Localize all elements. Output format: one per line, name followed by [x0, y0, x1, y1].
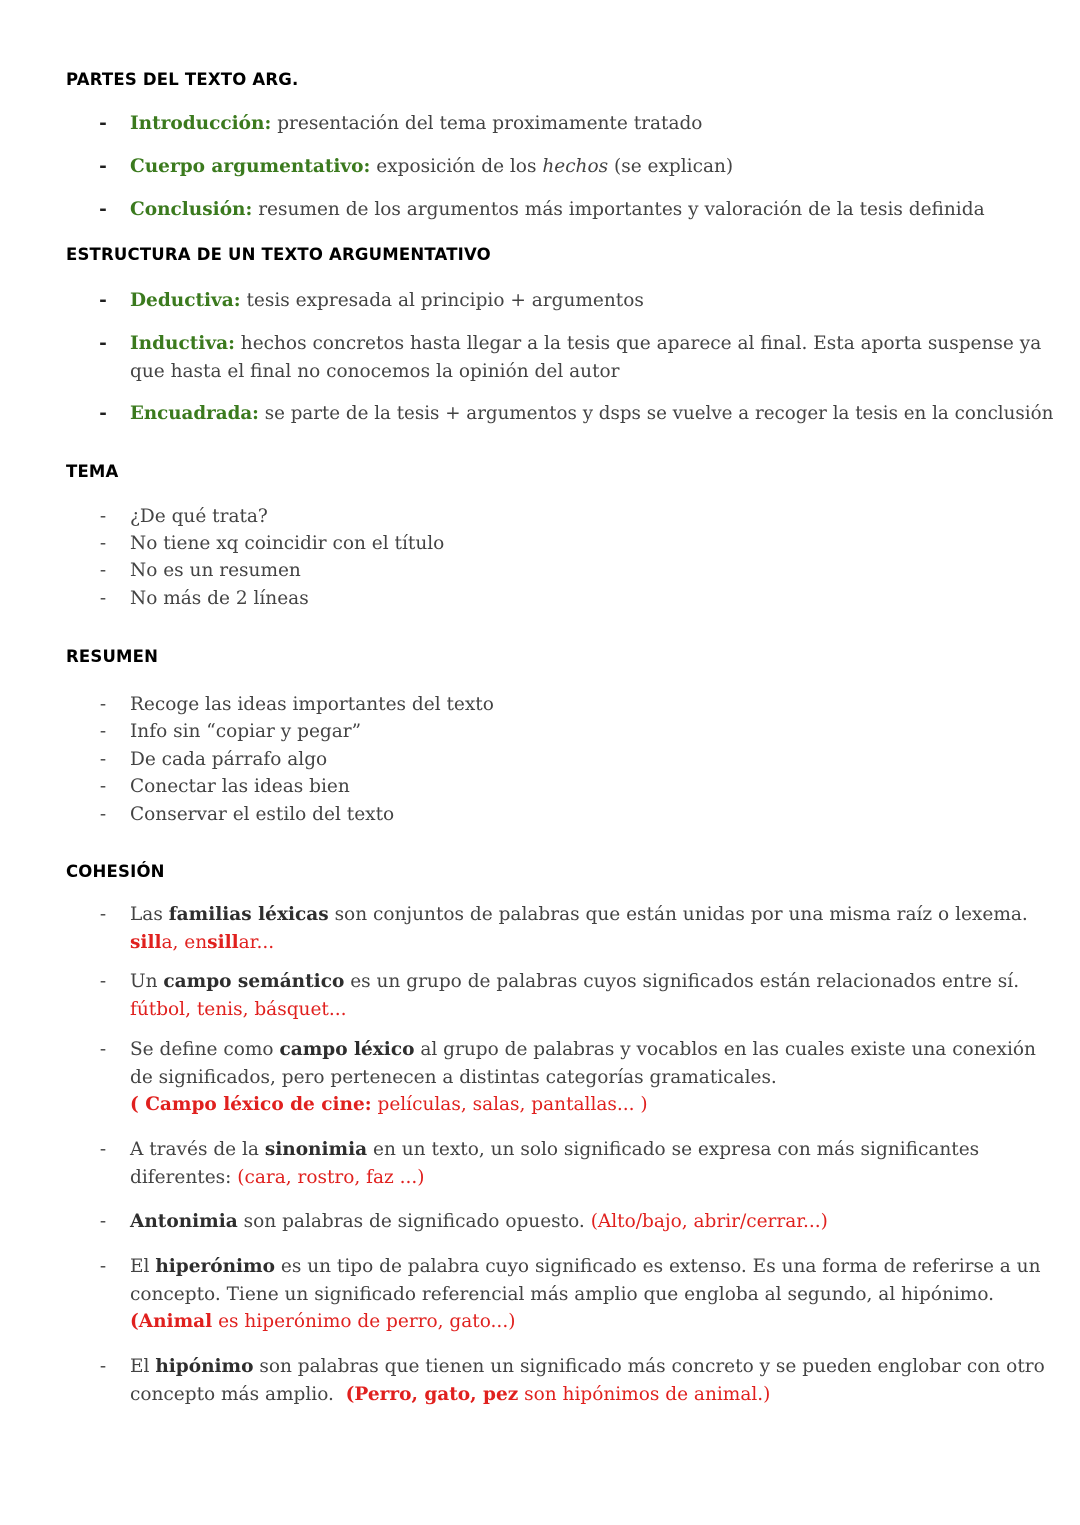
heading-cohesion: COHESIÓN	[66, 862, 165, 881]
heading-estructura: ESTRUCTURA DE UN TEXTO ARGUMENTATIVO	[66, 245, 491, 264]
list-item-tema: - No es un resumen	[130, 557, 1030, 585]
bullet-dash: -	[99, 506, 107, 527]
bullet-dash: -	[99, 560, 107, 581]
heading-partes: PARTES DEL TEXTO ARG.	[66, 70, 299, 89]
list-item-resumen: - Info sin “copiar y pegar”	[130, 718, 1030, 746]
bullet-dash: -	[99, 403, 107, 424]
bullet-dash: -	[99, 1139, 107, 1160]
heading-resumen: RESUMEN	[66, 647, 159, 666]
list-item-encuadrada: - Encuadrada: se parte de la tesis + argumentos y dsps se vuelve a recoger la tesis en la conclusión	[130, 400, 1030, 428]
bullet-dash: -	[99, 1256, 107, 1277]
bullet-dash: -	[99, 694, 107, 715]
bullet-dash: -	[99, 1356, 107, 1377]
list-item-introduccion: - Introducción: presentación del tema proximamente tratado	[130, 110, 1030, 138]
bullet-dash: -	[99, 1039, 107, 1060]
bullet-dash: -	[99, 199, 107, 220]
bullet-dash: -	[99, 749, 107, 770]
bullet-dash: -	[99, 113, 107, 134]
bullet-dash: -	[99, 333, 107, 354]
list-item-conclusion: - Conclusión: resumen de los argumentos más importantes y valoración de la tesis definida	[130, 196, 1030, 224]
bullet-dash: -	[99, 533, 107, 554]
bullet-dash: -	[99, 776, 107, 797]
bullet-dash: -	[99, 290, 107, 311]
list-item-hiperonimo: - El hiperónimo es un tipo de palabra cuyo significado es extenso. Es una forma de referirse a un concepto. Tiene un significado referencial más amplio que engloba al segundo, al hipónimo. (Animal es hiperónimo de perro, gato...)	[130, 1253, 1030, 1336]
bullet-dash: -	[99, 721, 107, 742]
bullet-dash: -	[99, 588, 107, 609]
list-item-resumen: - De cada párrafo algo	[130, 746, 1030, 774]
list-item-hiponimo: - El hipónimo son palabras que tienen un significado más concreto y se pueden englobar con otro concepto más amplio. (Perro, gato, pez son hipónimos de animal.)	[130, 1353, 1030, 1408]
list-item-familias-lexicas: - Las familias léxicas son conjuntos de palabras que están unidas por una misma raíz o lexema. silla, ensillar...	[130, 901, 1030, 956]
list-item-resumen: - Conectar las ideas bien	[130, 773, 1030, 801]
list-item-campo-lexico: - Se define como campo léxico al grupo de palabras y vocablos en las cuales existe una conexión de significados, pero pertenecen a distintas categorías gramaticales. ( Campo léxico de cine: películas, salas, pantallas... )	[130, 1036, 1030, 1119]
list-item-resumen: - Conservar el estilo del texto	[130, 801, 1030, 829]
list-item-tema: - ¿De qué trata?	[130, 503, 1030, 531]
list-item-tema: - No tiene xq coincidir con el título	[130, 530, 1030, 558]
list-item-resumen: - Recoge las ideas importantes del texto	[130, 691, 1030, 719]
list-item-campo-semantico: - Un campo semántico es un grupo de palabras cuyos significados están relacionados entre sí. fútbol, tenis, básquet...	[130, 968, 1030, 1023]
list-item-sinonimia: - A través de la sinonimia en un texto, un solo significado se expresa con más significantes diferentes: (cara, rostro, faz ...)	[130, 1136, 1030, 1191]
bullet-dash: -	[99, 804, 107, 825]
bullet-dash: -	[99, 1211, 107, 1232]
list-item-inductiva: - Inductiva: hechos concretos hasta llegar a la tesis que aparece al final. Esta aporta suspense ya que hasta el final no conocemos la opinión del autor	[130, 330, 1030, 385]
list-item-antonimia: - Antonimia son palabras de significado opuesto. (Alto/bajo, abrir/cerrar...)	[130, 1208, 1030, 1236]
heading-tema: TEMA	[66, 462, 119, 481]
bullet-dash: -	[99, 156, 107, 177]
bullet-dash: -	[99, 971, 107, 992]
list-item-cuerpo: - Cuerpo argumentativo: exposición de los hechos (se explican)	[130, 153, 1030, 181]
list-item-tema: - No más de 2 líneas	[130, 585, 1030, 613]
bullet-dash: -	[99, 904, 107, 925]
list-item-deductiva: - Deductiva: tesis expresada al principio + argumentos	[130, 287, 1030, 315]
